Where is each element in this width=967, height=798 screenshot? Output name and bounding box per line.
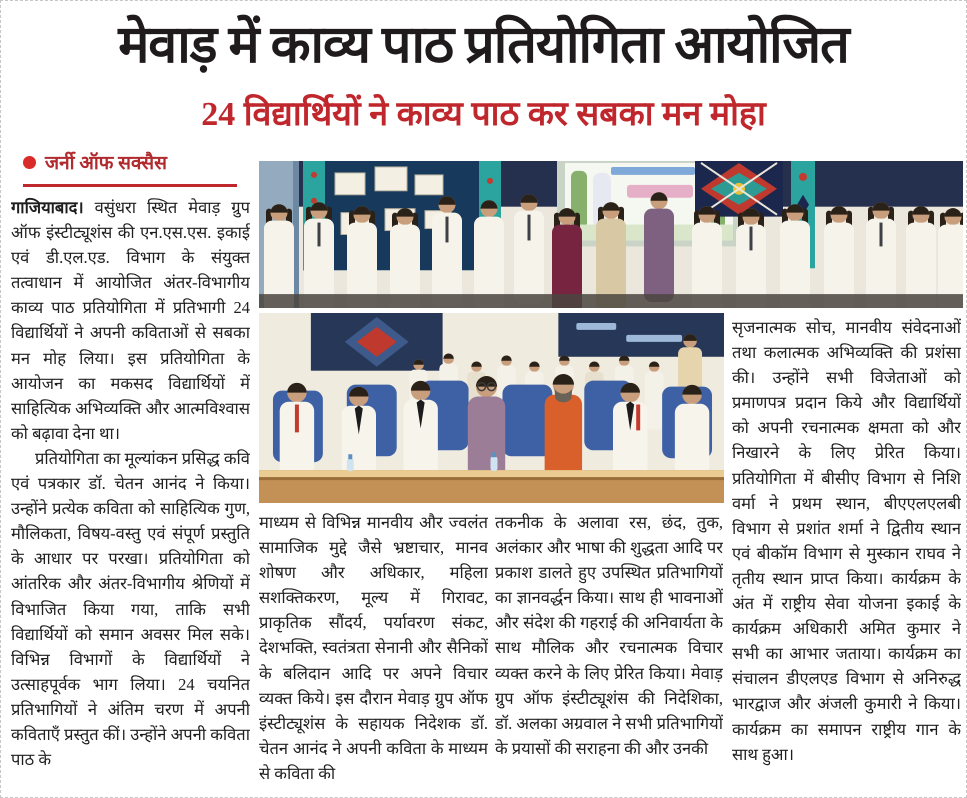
paragraph-lead-text: वसुंधरा स्थित मेवाड़ ग्रुप ऑफ इंस्टीट्यूशंस की एन.एस.एस. इकाई एवं डी.एल.एड. विभाग के संयुक्त तत्वाधान में आयोजित अंतर-विभागीय काव्य पाठ प्रतियोगिता में प्रतिभागी 24 विद्यार्थियों ने अपनी कविताओं से सबका मन मोह लिया। इस प्रतियोगिता के आयोजन का मकसद विद्यार्थियों में साहित्यिक अभिव्यक्ति और आत्मविश्वास को बढ़ावा देना था।	[11, 198, 250, 443]
photo-standing-group	[259, 161, 963, 308]
article-column-1	[11, 195, 250, 796]
sub-headline: 24 विद्यार्थियों ने काव्य पाठ कर सबका मन मोहा	[201, 96, 766, 133]
photo-seated-audience-illustration	[259, 313, 724, 503]
paragraph-4: तकनीक के अलावा रस, छंद, तुक, अलंकार और भाषा की शुद्धता आदि पर प्रकाश डालते हुए उपस्थित प्रतिभागियों का ज्ञानवर्द्धन किया। साथ ही भावनाओं और संदेश की गहराई की अनिवार्यता के साथ मौलिक और रचनात्मक विचार व्यक्त करने के लिए प्रेरित किया। मेवाड़ ग्रुप ऑफ इंस्टीट्यूशंस की निदेशिका, डॉ. अलका अग्रवाल ने सभी प्रतिभागियों के प्रयासों की सराहना की और उनकी	[495, 513, 723, 758]
article-column-4	[732, 315, 961, 796]
page-title: मेवाड़ में काव्य पाठ प्रतियोगिता आयोजित	[118, 17, 849, 74]
dateline: गाजियाबाद।	[11, 198, 84, 217]
byline	[23, 149, 237, 187]
article-column-2	[259, 510, 488, 796]
paragraph-3: माध्यम से विभिन्न मानवीय और ज्वलंत सामाजिक मुद्दे जैसे भ्रष्टाचार, मानव शोषण और अधिकार, महिला सशक्तिकरण, मूल्य में गिरावट, प्राकृतिक सौंदर्य, पर्यावरण संकट, देशभक्ति, स्वतंत्रता सेनानी और सैनिकों के बलिदान आदि पर अपने विचार व्यक्त किये। इस दौरान मेवाड़ ग्रुप ऑफ इंस्टीट्यूशंस के सहायक निदेशक डॉ. चेतन आनंद ने अपनी कविता के माध्यम से कविता की	[259, 513, 488, 783]
paragraph-lead	[11, 195, 250, 446]
photo-seated-audience	[259, 313, 724, 503]
paragraph-2: प्रतियोगिता का मूल्यांकन प्रसिद्ध कवि एवं पत्रकार डॉ. चेतन आनंद ने किया। उन्होंने प्रत्येक कविता को साहित्यिक गुण, मौलिकता, विषय-वस्तु एवं संपूर्ण प्रस्तुति के आधार पर परखा। प्रतियोगिता को आंतरिक और अंतर-विभागीय श्रेणियों में विभाजित किया गया, ताकि सभी विद्यार्थियों को समान अवसर मिल सके। विभिन्न विभागों के विद्यार्थियों ने उत्साहपूर्वक भाग लिया। 24 चयनित प्रतिभागियों ने अंतिम चरण में अपनी कविताएँ प्रस्तुत कीं। उन्होंने अपनी कविता पाठ के	[11, 448, 250, 770]
paragraph-5: सृजनात्मक सोच, मानवीय संवेदनाओं तथा कलात्मक अभिव्यक्ति की प्रशंसा की। उन्होंने सभी विजेताओं को प्रमाणपत्र प्रदान किये और विद्यार्थियों को अपनी रचनात्मक क्षमता को और निखारने के लिए प्रेरित किया। प्रतियोगिता में बीसीए विभाग से निशि वर्मा ने प्रथम स्थान, बीएएलएलबी विभाग से प्रशांत शर्मा ने द्वितीय स्थान एवं बीकॉम विभाग से मुस्कान राघव ने तृतीय स्थान प्राप्त किया। कार्यक्रम के अंत में राष्ट्रीय सेवा योजना इकाई के कार्यक्रम अधिकारी अमित कुमार ने सभी का आभार जताया। कार्यक्रम का संचालन डीएलएड विभाग से अनिरुद्ध भारद्वाज और अंजली कुमारी ने किया। कार्यक्रम का समापन राष्ट्रीय गान के साथ हुआ।	[732, 318, 961, 764]
photo-standing-group-illustration	[259, 161, 963, 308]
bullet-icon	[23, 156, 36, 169]
byline-label: जर्नी ऑफ सक्सैस	[45, 153, 167, 174]
article-column-3	[495, 510, 723, 796]
